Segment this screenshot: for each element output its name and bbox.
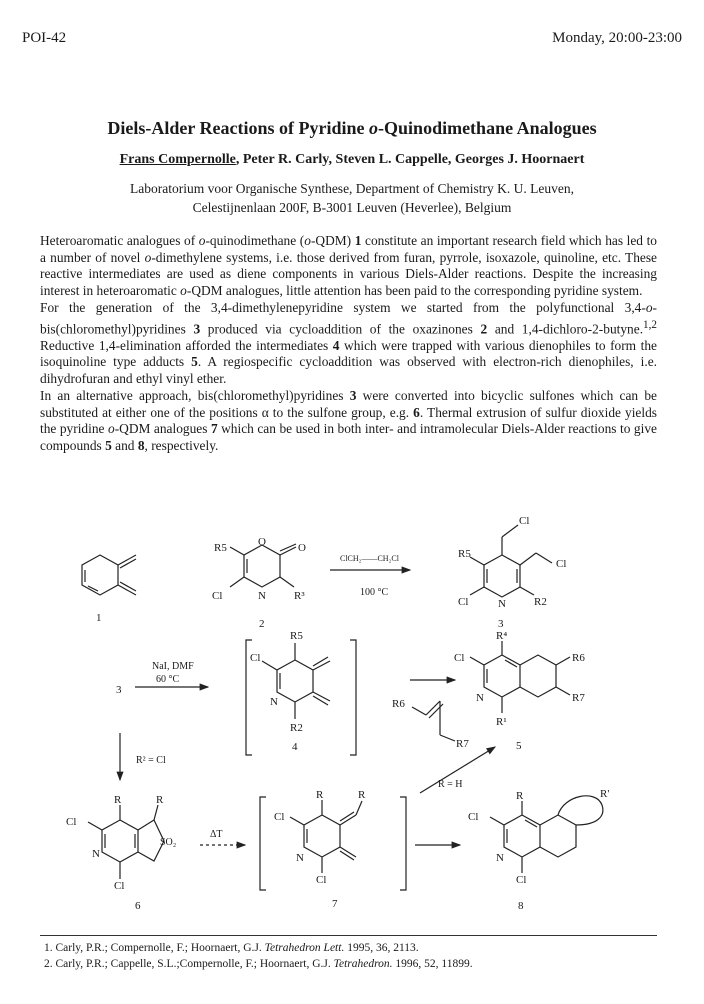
label-compound-1: 1 bbox=[96, 612, 102, 624]
paragraph-alternative: In an alternative approach, bis(chloromethyl)pyridines 3 were converted into bicyclic sulfones which can be substituted at either one of the positions α to the sulfone group, e.g. 6. Thermal extrusion of sulfur dioxide yields the pyridine o-QDM analogues 7 which can be used in both inter- and intramolecular Diels-Alder reactions to give compounds 5 and 8, respectively. bbox=[40, 387, 657, 453]
sub-R6-c5: R6 bbox=[572, 652, 585, 664]
compound-5-structure bbox=[470, 641, 570, 713]
sub-Cl-c4: Cl bbox=[250, 652, 261, 664]
footnote-rule bbox=[40, 935, 657, 936]
reagent-temp-100: 100 °C bbox=[360, 587, 389, 598]
sub-R2-c3: R2 bbox=[534, 596, 547, 608]
author-list: Frans Compernolle, Peter R. Carly, Steven L. Cappelle, Georges J. Hoornaert bbox=[119, 152, 585, 167]
reference-1: 1. Carly, P.R.; Compernolle, F.; Hoornaert, G.J. Tetrahedron Lett. 1995, 36, 2113. bbox=[44, 942, 419, 954]
reagent-temp-60: 60 °C bbox=[156, 674, 180, 685]
atom-O-carbonyl: O bbox=[298, 542, 306, 554]
label-compound-4: 4 bbox=[292, 741, 298, 753]
atom-N-c3: N bbox=[498, 598, 506, 610]
reference-list bbox=[44, 940, 473, 972]
atom-N-c5: N bbox=[476, 692, 484, 704]
reagent-r2-cl: R² = Cl bbox=[136, 755, 166, 766]
sub-Rprime-c8: R' bbox=[600, 788, 610, 800]
label-compound-6: 6 bbox=[135, 900, 141, 912]
sub-Cl-c5: Cl bbox=[454, 652, 465, 664]
compound-8-structure bbox=[490, 796, 603, 873]
paragraph-generation: For the generation of the 3,4-dimethylenepyridine system we started from the polyfunctional 3,4-o-bis(chloromethyl)pyridines 3 produced via cycloaddition of the oxazinones 2 and 1,4-dichloro-2-butyne.$^{1,2}$ Reductive 1,4-elimination afforded the intermediates 4 which were trapped with various dienophiles to form the isoquinoline type adducts 5. A regiospecific cycloaddition was observed with electron-rich dienophiles, i.e. dihydrofuran and ethyl vinyl ether. bbox=[40, 299, 657, 387]
sub-Cl-c6-bottom: Cl bbox=[114, 880, 125, 892]
sub-R5-c7: R bbox=[316, 789, 324, 801]
sub-R5-c4: R5 bbox=[290, 630, 303, 642]
reference-2: 2. Carly, P.R.; Cappelle, S.L.;Compernolle, F.; Hoornaert, G.J. Tetrahedron. 1996, 52, 11899. bbox=[44, 958, 473, 970]
sub-R7-dienophile: R7 bbox=[456, 738, 469, 750]
atom-N-c6: N bbox=[92, 848, 100, 860]
sub-Cl-c3-top: Cl bbox=[519, 515, 530, 527]
presenting-author: Frans Compernolle bbox=[119, 152, 236, 167]
reagent-heat: ΔT bbox=[210, 829, 223, 840]
dienophile-structure bbox=[412, 701, 455, 741]
sub-Cl-c3-right: Cl bbox=[556, 558, 567, 570]
sub-R6-dienophile: R6 bbox=[392, 698, 405, 710]
label-compound-3: 3 bbox=[498, 618, 504, 630]
compound-6-structure bbox=[88, 805, 164, 879]
sub-R3-c2: R³ bbox=[294, 590, 305, 602]
atom-N-c7: N bbox=[296, 852, 304, 864]
compound-4-structure bbox=[246, 640, 356, 755]
label-compound-7: 7 bbox=[332, 898, 338, 910]
atom-N-c2: N bbox=[258, 590, 266, 602]
abstract-body bbox=[40, 233, 657, 455]
compound-2-structure bbox=[230, 544, 296, 587]
compound-3-structure bbox=[470, 525, 552, 597]
label-compound-5: 5 bbox=[516, 740, 522, 752]
atom-N-c8: N bbox=[496, 852, 504, 864]
label-compound-3-ref: 3 bbox=[116, 684, 122, 696]
sub-Cl-c7-bottom: Cl bbox=[316, 874, 327, 886]
sub-Cl-c3: Cl bbox=[458, 596, 469, 608]
paper-title: Diels-Alder Reactions of Pyridine o-Quinodimethane Analogues bbox=[107, 118, 597, 138]
sub-Cl-c8: Cl bbox=[468, 811, 479, 823]
label-compound-2: 2 bbox=[259, 618, 265, 630]
atom-N-c4: N bbox=[270, 696, 278, 708]
sub-Cl-c8-bottom: Cl bbox=[516, 874, 527, 886]
session-time: Monday, 20:00-23:00 bbox=[552, 30, 682, 46]
affiliation-line-2: Celestijnenlaan 200F, B-3001 Leuven (Heverlee), Belgium bbox=[192, 200, 512, 215]
reaction-scheme bbox=[40, 515, 680, 935]
paragraph-intro: Heteroaromatic analogues of o-quinodimethane (o-QDM) 1 constitute an important research field which has led to a number of novel o-dimethylene systems, i.e. those derived from furan, pyrrole, isoxazole, quinoline, etc. These reactive intermediates are used as diene components in various Diels-Alder reactions. Despite the increasing interest in heteroaromatic o-QDM analogues, little attention has been paid to the corresponding pyridine system. bbox=[40, 233, 658, 299]
sub-R-c7: R bbox=[358, 789, 366, 801]
sub-Cl-c7: Cl bbox=[274, 811, 285, 823]
reagent-nai: NaI, DMF bbox=[152, 661, 194, 672]
label-compound-8: 8 bbox=[518, 900, 524, 912]
compound-1-structure bbox=[82, 555, 136, 595]
reagent-r-h: R = H bbox=[438, 779, 463, 790]
sub-R1-c5: R¹ bbox=[496, 716, 507, 728]
sub-Cl-c2: Cl bbox=[212, 590, 223, 602]
sub-R-c6: R bbox=[156, 794, 164, 806]
group-SO2-c6: SO₂ bbox=[160, 837, 177, 848]
sub-R5-c3: R5 bbox=[458, 548, 471, 560]
affiliation-line-1: Laboratorium voor Organische Synthese, Department of Chemistry K. U. Leuven, bbox=[129, 181, 575, 196]
sub-R5-c2: R5 bbox=[214, 542, 227, 554]
sub-R4-c5: R⁴ bbox=[496, 630, 508, 642]
poster-id: POI-42 bbox=[22, 30, 67, 46]
atom-O: O bbox=[258, 536, 266, 548]
reagent-butyne: ClCH₂——CH₂Cl bbox=[340, 554, 399, 563]
sub-R5-c6: R bbox=[114, 794, 122, 806]
sub-R5-c8: R bbox=[516, 790, 524, 802]
sub-Cl-c6: Cl bbox=[66, 816, 77, 828]
sub-R7-c5: R7 bbox=[572, 692, 585, 704]
sub-R2-c4: R2 bbox=[290, 722, 303, 734]
